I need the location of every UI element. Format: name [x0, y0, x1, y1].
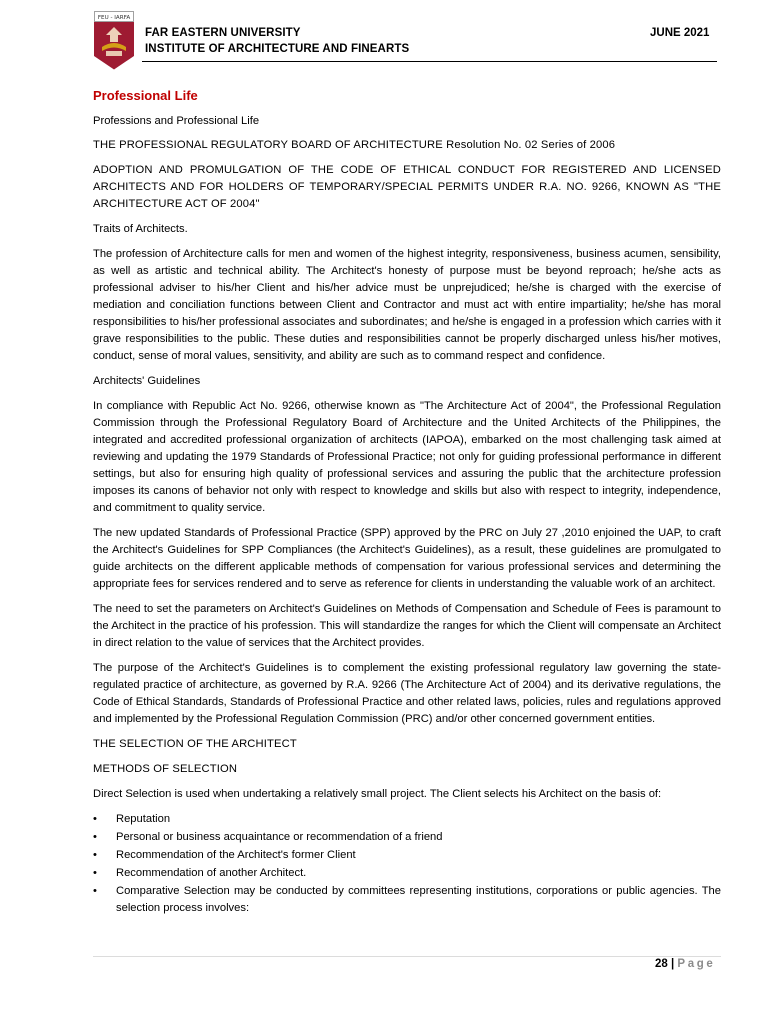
header-university: FAR EASTERN UNIVERSITY: [145, 27, 301, 39]
logo-shield-icon: [94, 11, 134, 70]
document-body: [93, 87, 721, 918]
need-paragraph: The need to set the parameters on Architect's Guidelines on Methods of Compensation and Schedule of Fees is paramount to the Architect in the practice of his profession. This will standardize the ranges for which the Client will compensate an Architect in direct relation to the value of services that the Architect provides.: [93, 603, 721, 649]
footer-divider: [93, 956, 721, 957]
selection-heading: THE SELECTION OF THE ARCHITECT: [93, 738, 297, 750]
traits-paragraph: The profession of Architecture calls for men and women of the highest integrity, responsiveness, business acumen, sensibility, as well as artistic and technical ability. The Architect's honesty of purpose must be beyond reproach; he/she acts as professional adviser to his/her Client and his/her advice must be unprejudiced; he/she is charged with the exercise of mediation and conciliation functions between Client and Contractor and must act with entire impartiality; he/she has moral responsibilities to his/her professional associates and subordinates; and he/she is engaged in a profession which carries with it grave responsibilities to the public. These duties and responsibilities cannot be properly discharged unless his/her motives, conduct, sense of moral values, sensitivity, and ability are such as to command respect and confidence.: [93, 248, 721, 362]
methods-heading: METHODS OF SELECTION: [93, 763, 238, 775]
section-subtitle: Professions and Professional Life: [93, 115, 260, 127]
footer-separator: |: [671, 958, 675, 970]
header-date: JUNE 2021: [650, 27, 710, 39]
list-item: • Recommendation of the Architect's former Client: [93, 847, 721, 864]
logo-text: FEU - IARFA: [97, 15, 131, 21]
selection-criteria-list: [93, 811, 721, 917]
page-label: Page: [677, 958, 716, 970]
page-number: 28: [655, 958, 668, 970]
spp-paragraph: The new updated Standards of Professional Practice (SPP) approved by the PRC on July 27 ,2010 enjoined the UAP, to craft the Architect's Guidelines for SPP Compliances (the Architect's Guidelines), as a result, these guidelines are promulgated to guide architects on the different applicable methods of compensation for various professional services and determining the appropriate fees for services rendered and to serve as reference for clients in understanding the valuable work of an architect.: [93, 527, 721, 590]
list-item: • Recommendation of another Architect.: [93, 865, 721, 882]
list-item: • Comparative Selection may be conducted by committees representing institutions, corporations or public agencies. The selection process involves:: [93, 883, 721, 917]
header-institute: INSTITUTE OF ARCHITECTURE AND FINEARTS: [145, 43, 410, 55]
list-item: • Reputation: [93, 811, 721, 828]
direct-selection-paragraph: Direct Selection is used when undertaking a relatively small project. The Client selects his Architect on the basis of:: [93, 788, 662, 800]
adoption-heading: ADOPTION AND PROMULGATION OF THE CODE OF ETHICAL CONDUCT FOR REGISTERED AND LICENSED ARCHITECTS AND FOR HOLDERS OF TEMPORARY/SPECIAL PERMITS UNDER R.A. NO. 9266, KNOWN AS "THE ARCHITECTURE ACT OF 2004": [93, 164, 721, 210]
feu-iarfa-logo: [94, 11, 134, 70]
section-title: Professional Life: [93, 88, 198, 103]
purpose-paragraph: The purpose of the Architect's Guidelines is to complement the existing professional regulatory law governing the state-regulated practice of architecture, as governed by R.A. 9266 (The Architecture Act of 2004) and its derivative regulations, the Code of Ethical Standards, Standards of Professional Practice and other related laws, policies, rules and regulations approved and implemented by the Professional Regulation Commission (PRC) and/or other concerned government entities.: [93, 662, 721, 725]
list-item: • Personal or business acquaintance or recommendation of a friend: [93, 829, 721, 846]
traits-heading: Traits of Architects.: [93, 223, 188, 235]
page-footer: [655, 958, 715, 970]
guidelines-heading: Architects' Guidelines: [93, 375, 201, 387]
header-divider: [142, 61, 717, 62]
compliance-paragraph: In compliance with Republic Act No. 9266, otherwise known as "The Architecture Act of 2004", the Professional Regulation Commission through the Professional Regulatory Board of Architecture and the United Architects of the Philippines, the integrated and accredited professional organization of architects (IAPOA), embarked on the most challenging task aimed at reviewing and updating the 1979 Standards of Professional Practice; not only for guiding professional performance in different settings, but also for ensuring high quality of professional services and assuring the public that the architecture profession imposes its canons of behavior not only with respect to knowledge and skills but also with respect to integrity, independence, and commitment to quality service.: [93, 400, 721, 514]
resolution-heading: THE PROFESSIONAL REGULATORY BOARD OF ARCHITECTURE Resolution No. 02 Series of 2006: [93, 139, 616, 151]
